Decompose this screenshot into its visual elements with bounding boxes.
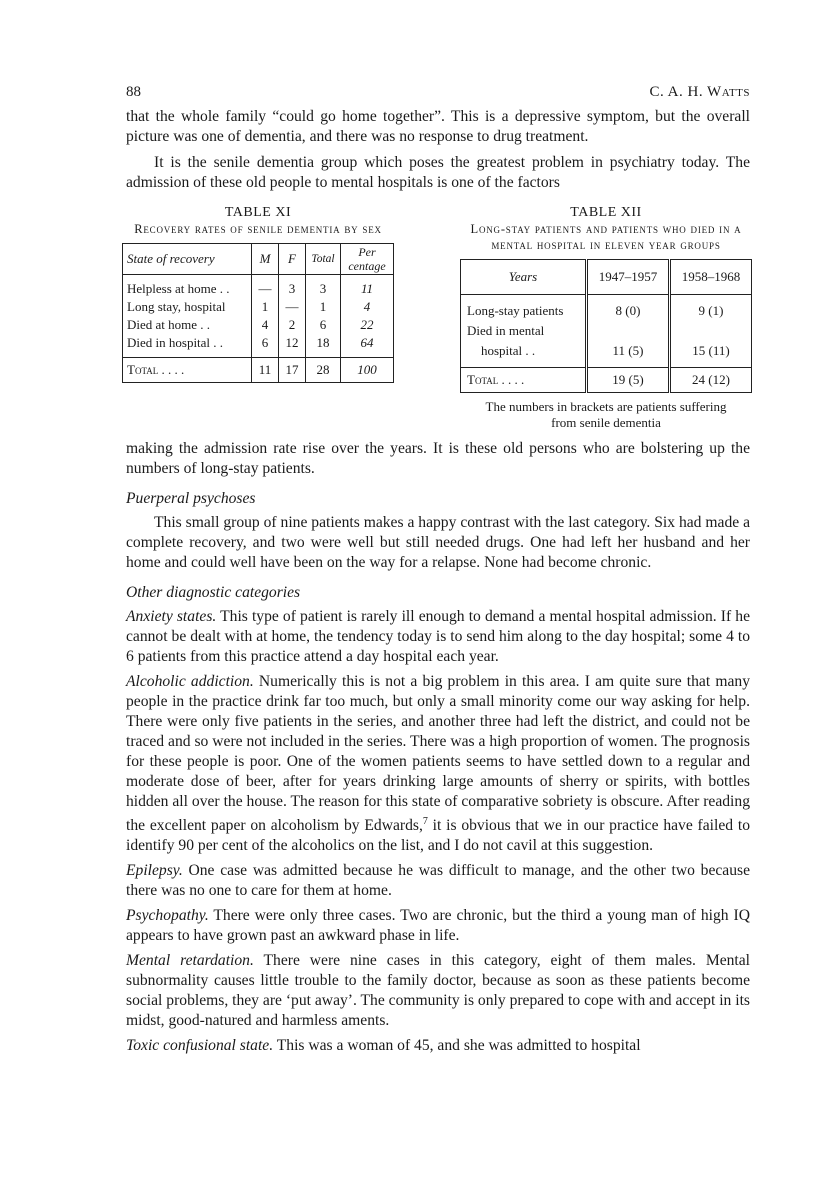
cell-state: Helpless at home . . bbox=[123, 275, 252, 299]
after-tables-paragraph: making the admission rate rise over the years. It is these old persons who are bolstering up the numbers of long-stay patients. bbox=[126, 440, 750, 477]
anxiety-lead: Anxiety states. bbox=[126, 608, 217, 625]
table-xii-grid bbox=[460, 259, 752, 393]
table-xi bbox=[122, 205, 394, 431]
toxic-lead: Toxic confusional state. bbox=[126, 1037, 274, 1055]
table-row bbox=[123, 334, 394, 358]
cell-label: hospital . . bbox=[461, 341, 587, 368]
cell-total: 6 bbox=[306, 316, 341, 334]
cell-period-2 bbox=[670, 321, 752, 341]
cell-f: 3 bbox=[279, 275, 306, 299]
section-title-other: Other diagnostic categories bbox=[126, 584, 301, 601]
running-author: C. A. H. Watts bbox=[649, 84, 750, 100]
th-f: F bbox=[279, 244, 306, 275]
section-title-puerperal: Puerperal psychoses bbox=[126, 490, 256, 507]
total-total: 28 bbox=[306, 358, 341, 383]
intro-paragraph-1: that the whole family “could go home together”. This is a depressive symptom, but the overall picture was one of dementia, and there was no response to drug treatment. bbox=[126, 108, 750, 145]
cell-pct: 11 bbox=[360, 281, 374, 296]
table-xii-subtitle-1: Long-stay patients and patients who died in a bbox=[470, 222, 742, 236]
th-years: Years bbox=[461, 260, 587, 295]
alcohol-lead: Alcoholic addiction. bbox=[126, 673, 254, 690]
table-row bbox=[461, 295, 752, 322]
table-xii-header-row bbox=[461, 260, 752, 295]
cell-total: 18 bbox=[306, 334, 341, 358]
alcohol-text-2: it is obvious that we in our practice have failed to identify 90 per cent of the alcoholics on the list, and I do not cavil at this suggestion. bbox=[126, 817, 750, 855]
th-m: M bbox=[252, 244, 279, 275]
cell-f: 12 bbox=[279, 334, 306, 358]
table-row bbox=[461, 341, 752, 368]
epilepsy-paragraph bbox=[126, 861, 750, 901]
th-period-1: 1947–1957 bbox=[587, 260, 670, 295]
cell-total: 3 bbox=[306, 275, 341, 299]
table-row bbox=[461, 321, 752, 341]
psychopathy-paragraph bbox=[126, 906, 750, 946]
total-label: Total . . . . bbox=[123, 358, 252, 383]
total-m: 11 bbox=[252, 358, 279, 383]
table-xi-grid bbox=[122, 243, 394, 383]
table-xii-note-2: from senile dementia bbox=[551, 415, 661, 430]
th-period-2: 1958–1968 bbox=[670, 260, 752, 295]
cell-m: 1 bbox=[252, 298, 279, 316]
cell-f: — bbox=[279, 298, 306, 316]
th-pct: Per centage bbox=[341, 244, 394, 275]
reference-number: 7 bbox=[422, 816, 428, 827]
running-header bbox=[126, 84, 750, 101]
table-xii bbox=[460, 205, 752, 431]
cell-state: Died at home . . bbox=[123, 316, 252, 334]
table-total-row bbox=[123, 358, 394, 383]
cell-period-1 bbox=[587, 321, 670, 341]
page bbox=[126, 84, 750, 1061]
table-row bbox=[123, 316, 394, 334]
th-state: State of recovery bbox=[123, 244, 252, 275]
table-xii-note-1: The numbers in brackets are patients suffering bbox=[485, 399, 727, 414]
cell-period-2: 9 (1) bbox=[698, 303, 724, 318]
cell-m: 4 bbox=[252, 316, 279, 334]
anxiety-text: This type of patient is rarely ill enough to demand a mental hospital admission. If he cannot be dealt with at home, the tendency today is to send him along to the day hospital; some 4 to 6 patients from this practice attend a day hospital each year. bbox=[126, 608, 750, 665]
cell-period-2: 15 (11) bbox=[692, 343, 730, 358]
retardation-lead: Mental retardation. bbox=[126, 952, 254, 970]
anxiety-paragraph bbox=[126, 607, 750, 667]
cell-state: Long stay, hospital bbox=[123, 298, 252, 316]
psychopathy-text: There were only three cases. Two are chronic, but the third a young man of high IQ appears to have grown past an awkward phase in life. bbox=[126, 907, 750, 945]
table-row bbox=[123, 298, 394, 316]
epilepsy-text: One case was admitted because he was difficult to manage, and the other two because there was no one to care for them at home. bbox=[126, 862, 750, 900]
cell-m: 6 bbox=[252, 334, 279, 358]
cell-pct: 64 bbox=[360, 335, 374, 350]
retardation-text: There were nine cases in this category, eight of them males. Mental subnormality causes little trouble to the family doctor, because as soon as these patients become social problems, they are ‘put away’. The community is only prepared to cope with and accept in its midst, good-natured and harmless aments. bbox=[126, 952, 750, 1030]
total-f: 17 bbox=[279, 358, 306, 383]
total-pct: 100 bbox=[341, 358, 394, 383]
table-row bbox=[123, 275, 394, 299]
puerperal-paragraph: This small group of nine patients makes a happy contrast with the last category. Six had made a complete recovery, and two were well but still needed drugs. One had left her husband and her home and could well have been on the way for a relapse. None had become chronic. bbox=[126, 514, 750, 571]
total-period-1: 19 (5) bbox=[587, 368, 670, 393]
cell-m: — bbox=[252, 275, 279, 299]
epilepsy-lead: Epilepsy. bbox=[126, 862, 183, 880]
alcohol-text-1: Numerically this is not a big problem in this area. I am quite sure that many people in the practice drink far too much, but only a small minority come our way asking for help. There were only five patients in the series, and another three had left the district, and could not be traced and so were not included in the series. There was a high proportion of women. The prognosis for these people is poor. One of the women patients seems to have settled down to a regular and moderate dose of beer, after for years drinking large amounts of sherry or spirits, with bottles hidden all over the house. The reason for this state of comparative sobriety is obscure. After reading the excellent paper on alcoholism by Edwards, bbox=[126, 673, 750, 835]
table-xii-caption: TABLE XII bbox=[570, 205, 642, 220]
table-xii-subtitle-2: mental hospital in eleven year groups bbox=[491, 238, 721, 252]
intro-paragraph-2: It is the senile dementia group which poses the greatest problem in psychiatry today. The admission of these old people to mental hospitals is one of the factors bbox=[126, 154, 750, 191]
cell-label: Died in mental bbox=[461, 321, 587, 341]
toxic-paragraph bbox=[126, 1036, 750, 1056]
alcohol-paragraph bbox=[126, 672, 750, 856]
toxic-text: This was a woman of 45, and she was admitted to hospital bbox=[273, 1037, 641, 1055]
cell-pct: 4 bbox=[363, 299, 371, 314]
cell-period-1: 11 (5) bbox=[587, 341, 670, 368]
retardation-paragraph bbox=[126, 951, 750, 1031]
cell-period-1: 8 (0) bbox=[587, 295, 670, 322]
cell-pct: 22 bbox=[360, 317, 374, 332]
total-period-2: 24 (12) bbox=[670, 368, 752, 393]
total-label: Total . . . . bbox=[461, 368, 587, 393]
th-total: Total bbox=[306, 244, 341, 275]
cell-total: 1 bbox=[306, 298, 341, 316]
cell-f: 2 bbox=[279, 316, 306, 334]
table-xi-subtitle: Recovery rates of senile dementia by sex bbox=[134, 222, 382, 236]
page-number: 88 bbox=[126, 84, 141, 100]
table-total-row bbox=[461, 368, 752, 393]
table-xi-caption: TABLE XI bbox=[224, 205, 292, 220]
tables-row bbox=[122, 205, 752, 431]
table-xi-header-row bbox=[123, 244, 394, 275]
psychopathy-lead: Psychopathy. bbox=[126, 907, 209, 925]
cell-state: Died in hospital . . bbox=[123, 334, 252, 358]
cell-label: Long-stay patients bbox=[461, 295, 587, 322]
